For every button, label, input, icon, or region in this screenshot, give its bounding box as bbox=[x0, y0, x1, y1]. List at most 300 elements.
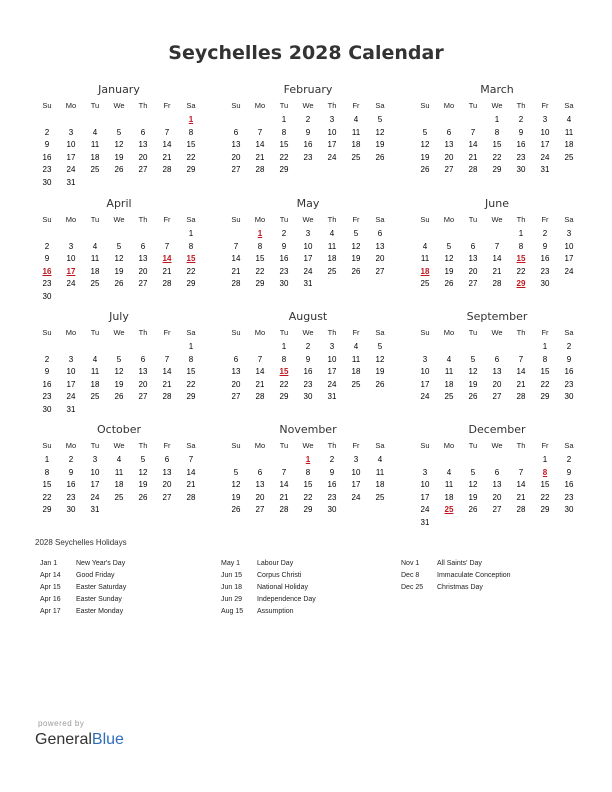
day: 19 bbox=[375, 367, 385, 376]
holiday-day: 16 bbox=[42, 266, 52, 276]
day: 30 bbox=[42, 404, 52, 414]
day: 22 bbox=[540, 379, 550, 389]
weekday-label: Mo bbox=[65, 215, 77, 224]
weekday-label: Sa bbox=[375, 215, 385, 224]
day: 18 bbox=[114, 480, 124, 489]
empty-cell bbox=[461, 114, 485, 127]
day: 12 bbox=[375, 127, 385, 137]
day: 11 bbox=[351, 127, 361, 137]
day: 23 bbox=[42, 165, 52, 174]
day: 19 bbox=[138, 480, 148, 489]
holiday-name: Good Friday bbox=[76, 572, 115, 579]
weekday-label: Sa bbox=[186, 441, 196, 450]
weekday-label: Su bbox=[231, 328, 241, 337]
powered-by-text: powered by bbox=[38, 719, 85, 728]
day: 17 bbox=[420, 379, 430, 389]
day: 24 bbox=[327, 379, 337, 389]
day: 10 bbox=[327, 127, 337, 137]
weekday-label: We bbox=[491, 328, 503, 337]
day: 16 bbox=[42, 379, 52, 389]
weekday-label: Mo bbox=[254, 441, 266, 450]
holiday-row bbox=[221, 606, 316, 618]
day: 11 bbox=[564, 127, 574, 137]
day: 20 bbox=[492, 492, 502, 502]
day: 24 bbox=[90, 492, 100, 502]
empty-cell bbox=[107, 228, 131, 241]
day: 11 bbox=[90, 254, 100, 263]
day: 18 bbox=[564, 140, 574, 149]
day: 21 bbox=[255, 152, 265, 162]
day: 4 bbox=[92, 354, 98, 364]
day: 15 bbox=[303, 480, 313, 489]
day: 2 bbox=[542, 229, 548, 238]
empty-cell bbox=[224, 114, 248, 127]
day: 11 bbox=[351, 354, 361, 364]
day: 5 bbox=[470, 467, 476, 477]
empty-cell bbox=[59, 341, 83, 354]
brand-general: General bbox=[35, 731, 92, 748]
brand-blue: Blue bbox=[91, 731, 124, 748]
day: 15 bbox=[186, 140, 196, 149]
day: 12 bbox=[468, 367, 478, 376]
day: 14 bbox=[231, 254, 241, 263]
day: 30 bbox=[540, 279, 550, 288]
day: 1 bbox=[188, 342, 194, 351]
day: 15 bbox=[540, 480, 550, 489]
weekday-label: We bbox=[302, 101, 314, 110]
day: 21 bbox=[255, 379, 265, 389]
weekday-label: Su bbox=[42, 328, 52, 337]
day: 10 bbox=[540, 127, 550, 137]
month-title: July bbox=[109, 310, 129, 323]
day: 9 bbox=[281, 241, 287, 251]
day: 2 bbox=[518, 115, 524, 124]
day: 28 bbox=[516, 392, 526, 401]
day: 29 bbox=[186, 279, 196, 288]
holiday-column bbox=[40, 558, 126, 618]
holiday-row bbox=[40, 606, 126, 618]
day: 22 bbox=[42, 492, 52, 502]
holiday-day: 17 bbox=[66, 266, 76, 276]
day: 20 bbox=[231, 379, 241, 389]
day: 10 bbox=[420, 480, 430, 489]
holiday-date: May 1 bbox=[221, 560, 241, 567]
weekday-label: We bbox=[113, 328, 125, 337]
day: 29 bbox=[186, 165, 196, 174]
empty-cell bbox=[35, 114, 59, 127]
day: 23 bbox=[327, 492, 337, 502]
weekday-label: Fr bbox=[541, 101, 549, 110]
day: 22 bbox=[492, 152, 502, 162]
day: 18 bbox=[90, 266, 100, 276]
day: 9 bbox=[566, 354, 572, 364]
day: 13 bbox=[255, 480, 265, 489]
day: 3 bbox=[422, 467, 428, 477]
day: 23 bbox=[540, 266, 550, 276]
day: 28 bbox=[492, 279, 502, 288]
holiday-row bbox=[221, 558, 316, 570]
day: 9 bbox=[566, 467, 572, 477]
day: 6 bbox=[377, 229, 383, 238]
weekday-label: Sa bbox=[375, 328, 385, 337]
day: 23 bbox=[42, 392, 52, 401]
weekday-label: We bbox=[302, 328, 314, 337]
weekday-label: Sa bbox=[186, 328, 196, 337]
day: 26 bbox=[114, 392, 124, 401]
day: 14 bbox=[162, 367, 172, 376]
weekday-label: Mo bbox=[65, 101, 77, 110]
day: 26 bbox=[138, 492, 148, 502]
day: 8 bbox=[281, 354, 287, 364]
day: 16 bbox=[516, 140, 526, 149]
day: 28 bbox=[162, 279, 172, 288]
day: 9 bbox=[44, 367, 50, 376]
day: 25 bbox=[327, 266, 337, 276]
holiday-name: Assumption bbox=[257, 608, 294, 615]
weekday-label: Su bbox=[42, 101, 52, 110]
day: 20 bbox=[138, 266, 148, 276]
day: 25 bbox=[90, 165, 100, 174]
day: 22 bbox=[279, 152, 289, 162]
empty-cell bbox=[155, 114, 179, 127]
day: 5 bbox=[116, 127, 122, 137]
weekday-label: Th bbox=[327, 328, 337, 337]
holiday-day: 18 bbox=[420, 266, 430, 276]
day: 12 bbox=[114, 140, 124, 149]
day: 11 bbox=[375, 467, 385, 477]
day: 18 bbox=[90, 379, 100, 389]
day: 8 bbox=[188, 354, 194, 364]
day: 26 bbox=[468, 505, 478, 514]
day: 15 bbox=[186, 367, 196, 376]
day: 7 bbox=[470, 127, 476, 137]
month-days-grid bbox=[35, 325, 203, 416]
month-title: December bbox=[468, 423, 526, 436]
weekday-label: Th bbox=[516, 101, 526, 110]
day: 1 bbox=[44, 455, 50, 464]
day: 22 bbox=[186, 152, 196, 162]
month-title: February bbox=[283, 83, 333, 96]
day: 26 bbox=[375, 379, 385, 389]
day: 29 bbox=[186, 392, 196, 401]
weekday-label: Su bbox=[42, 215, 52, 224]
day: 13 bbox=[138, 367, 148, 376]
weekday-label: Sa bbox=[186, 101, 196, 110]
day: 13 bbox=[375, 241, 385, 251]
weekday-label: Mo bbox=[443, 441, 455, 450]
weekday-label: Tu bbox=[468, 215, 478, 224]
empty-cell bbox=[83, 114, 107, 127]
month-july bbox=[35, 309, 203, 416]
day: 20 bbox=[468, 266, 478, 276]
day: 1 bbox=[542, 455, 548, 464]
day: 31 bbox=[66, 404, 76, 414]
empty-cell bbox=[107, 341, 131, 354]
weekday-label: Th bbox=[138, 328, 148, 337]
day: 19 bbox=[468, 492, 478, 502]
day: 30 bbox=[564, 505, 574, 514]
holiday-name: New Year's Day bbox=[76, 560, 126, 567]
empty-cell bbox=[413, 454, 437, 467]
day: 18 bbox=[90, 152, 100, 162]
day: 31 bbox=[540, 165, 550, 174]
day: 3 bbox=[68, 241, 74, 251]
day: 5 bbox=[116, 354, 122, 364]
day: 23 bbox=[303, 152, 313, 162]
day: 16 bbox=[42, 152, 52, 162]
weekday-label: Fr bbox=[163, 328, 171, 337]
day: 11 bbox=[327, 241, 337, 251]
month-april bbox=[35, 196, 203, 303]
day: 26 bbox=[375, 152, 385, 162]
day: 27 bbox=[468, 279, 478, 288]
day: 30 bbox=[66, 505, 76, 514]
day: 9 bbox=[329, 467, 335, 477]
weekday-label: Fr bbox=[163, 101, 171, 110]
weekday-label: Tu bbox=[279, 215, 289, 224]
month-days-grid bbox=[224, 212, 392, 291]
day: 18 bbox=[327, 254, 337, 263]
holiday-name: Labour Day bbox=[257, 560, 294, 567]
empty-cell bbox=[485, 228, 509, 241]
day: 17 bbox=[66, 379, 76, 389]
weekday-label: Mo bbox=[65, 441, 77, 450]
day: 8 bbox=[494, 127, 500, 137]
day: 31 bbox=[327, 392, 337, 401]
month-march bbox=[413, 82, 581, 177]
day: 25 bbox=[444, 392, 454, 401]
day: 26 bbox=[231, 505, 241, 514]
day: 28 bbox=[255, 392, 265, 401]
day: 10 bbox=[66, 367, 76, 376]
day: 27 bbox=[231, 392, 241, 401]
day: 18 bbox=[351, 140, 361, 149]
holiday-date: Jun 18 bbox=[221, 584, 243, 591]
day: 23 bbox=[516, 152, 526, 162]
holiday-date: Apr 17 bbox=[40, 608, 61, 615]
day: 17 bbox=[327, 140, 337, 149]
day: 14 bbox=[279, 480, 289, 489]
day: 9 bbox=[44, 254, 50, 263]
day: 7 bbox=[164, 127, 170, 137]
day: 21 bbox=[516, 492, 526, 502]
day: 17 bbox=[351, 480, 361, 489]
month-title: April bbox=[106, 197, 132, 210]
day: 4 bbox=[353, 342, 359, 351]
empty-cell bbox=[35, 341, 59, 354]
day: 3 bbox=[329, 342, 335, 351]
day: 8 bbox=[542, 354, 548, 364]
day: 2 bbox=[305, 115, 311, 124]
day: 4 bbox=[329, 229, 335, 238]
holiday-row bbox=[40, 582, 126, 594]
day: 23 bbox=[564, 492, 574, 502]
day: 8 bbox=[305, 467, 311, 477]
day: 3 bbox=[329, 115, 335, 124]
day: 15 bbox=[42, 480, 52, 489]
day: 25 bbox=[351, 152, 361, 162]
day: 28 bbox=[279, 505, 289, 514]
holiday-date: Aug 15 bbox=[221, 608, 244, 615]
day: 14 bbox=[255, 140, 265, 149]
day: 24 bbox=[564, 266, 574, 276]
weekday-label: Th bbox=[138, 101, 148, 110]
day: 19 bbox=[114, 379, 124, 389]
day: 20 bbox=[375, 254, 385, 263]
day: 25 bbox=[114, 492, 124, 502]
day: 16 bbox=[303, 140, 313, 149]
day: 27 bbox=[492, 392, 502, 401]
empty-cell bbox=[248, 341, 272, 354]
day: 22 bbox=[303, 492, 313, 502]
weekday-label: Su bbox=[231, 101, 241, 110]
day: 13 bbox=[162, 467, 172, 477]
empty-cell bbox=[509, 341, 533, 354]
day: 19 bbox=[420, 152, 430, 162]
weekday-label: Fr bbox=[352, 101, 360, 110]
day: 2 bbox=[68, 455, 74, 464]
month-days-grid bbox=[35, 212, 203, 303]
empty-cell bbox=[224, 454, 248, 467]
day: 1 bbox=[518, 229, 524, 238]
day: 7 bbox=[257, 354, 263, 364]
day: 28 bbox=[516, 505, 526, 514]
day: 5 bbox=[116, 241, 122, 251]
day: 31 bbox=[90, 505, 100, 514]
day: 4 bbox=[353, 115, 359, 124]
day: 5 bbox=[233, 467, 239, 477]
day: 18 bbox=[351, 367, 361, 376]
month-title: March bbox=[480, 83, 514, 96]
generalblue-logo[interactable] bbox=[35, 731, 124, 749]
holiday-day: 1 bbox=[257, 229, 263, 238]
day: 13 bbox=[468, 254, 478, 263]
holiday-row bbox=[221, 594, 316, 606]
weekday-label: Sa bbox=[375, 101, 385, 110]
day: 10 bbox=[303, 241, 313, 251]
holiday-date: Apr 14 bbox=[40, 572, 61, 579]
day: 17 bbox=[420, 492, 430, 502]
day: 6 bbox=[470, 241, 476, 251]
day: 30 bbox=[516, 165, 526, 174]
day: 30 bbox=[42, 177, 52, 187]
holidays-title: 2028 Seychelles Holidays bbox=[35, 538, 127, 547]
weekday-label: Tu bbox=[90, 328, 100, 337]
day: 5 bbox=[377, 342, 383, 351]
day: 10 bbox=[351, 467, 361, 477]
day: 14 bbox=[186, 467, 196, 477]
day: 24 bbox=[420, 505, 430, 514]
weekday-label: We bbox=[302, 441, 314, 450]
day: 17 bbox=[303, 254, 313, 263]
day: 6 bbox=[164, 455, 170, 464]
day: 1 bbox=[281, 115, 287, 124]
weekday-label: We bbox=[491, 441, 503, 450]
day: 23 bbox=[303, 379, 313, 389]
empty-cell bbox=[155, 228, 179, 241]
day: 5 bbox=[446, 241, 452, 251]
day: 6 bbox=[494, 467, 500, 477]
day: 7 bbox=[164, 241, 170, 251]
day: 9 bbox=[305, 354, 311, 364]
day: 5 bbox=[470, 354, 476, 364]
weekday-label: Mo bbox=[254, 328, 266, 337]
day: 16 bbox=[564, 480, 574, 489]
month-november bbox=[224, 422, 392, 517]
weekday-label: Su bbox=[42, 441, 52, 450]
holiday-day: 25 bbox=[444, 505, 454, 514]
day: 23 bbox=[66, 492, 76, 502]
weekday-label: Su bbox=[231, 441, 241, 450]
weekday-label: Mo bbox=[254, 215, 266, 224]
day: 21 bbox=[468, 152, 478, 162]
day: 27 bbox=[138, 165, 148, 174]
holiday-name: All Saints' Day bbox=[437, 560, 482, 567]
day: 28 bbox=[162, 392, 172, 401]
day: 21 bbox=[162, 266, 172, 276]
day: 14 bbox=[516, 480, 526, 489]
day: 12 bbox=[114, 254, 124, 263]
day: 9 bbox=[68, 467, 74, 477]
day: 7 bbox=[233, 241, 239, 251]
weekday-label: Th bbox=[138, 441, 148, 450]
day: 10 bbox=[327, 354, 337, 364]
day: 29 bbox=[279, 392, 289, 401]
holiday-row bbox=[221, 582, 316, 594]
day: 28 bbox=[255, 165, 265, 174]
day: 20 bbox=[231, 152, 241, 162]
day: 22 bbox=[540, 492, 550, 502]
weekday-label: We bbox=[491, 215, 503, 224]
empty-cell bbox=[248, 454, 272, 467]
weekday-label: Tu bbox=[90, 215, 100, 224]
empty-cell bbox=[224, 228, 248, 241]
day: 6 bbox=[140, 127, 146, 137]
day: 7 bbox=[518, 467, 524, 477]
day: 24 bbox=[540, 152, 550, 162]
holiday-row bbox=[40, 558, 126, 570]
day: 20 bbox=[444, 152, 454, 162]
month-days-grid bbox=[224, 325, 392, 404]
empty-cell bbox=[59, 228, 83, 241]
holiday-row bbox=[401, 582, 511, 594]
month-days-grid bbox=[413, 98, 581, 177]
day: 14 bbox=[162, 140, 172, 149]
month-may bbox=[224, 196, 392, 291]
day: 31 bbox=[303, 279, 313, 288]
day: 11 bbox=[90, 140, 100, 149]
holiday-day: 1 bbox=[305, 455, 311, 464]
holiday-name: Easter Saturday bbox=[76, 584, 127, 591]
day: 11 bbox=[114, 467, 124, 477]
day: 2 bbox=[566, 342, 572, 351]
weekday-label: Sa bbox=[564, 215, 574, 224]
day: 17 bbox=[564, 254, 574, 263]
month-june bbox=[413, 196, 581, 291]
holiday-name: Easter Sunday bbox=[76, 596, 122, 603]
month-title: October bbox=[96, 423, 142, 436]
empty-cell bbox=[437, 341, 461, 354]
day: 3 bbox=[566, 229, 572, 238]
day: 21 bbox=[516, 379, 526, 389]
day: 7 bbox=[281, 467, 287, 477]
day: 18 bbox=[444, 379, 454, 389]
empty-cell bbox=[461, 341, 485, 354]
empty-cell bbox=[131, 114, 155, 127]
day: 24 bbox=[420, 392, 430, 401]
empty-cell bbox=[485, 341, 509, 354]
day: 21 bbox=[279, 492, 289, 502]
